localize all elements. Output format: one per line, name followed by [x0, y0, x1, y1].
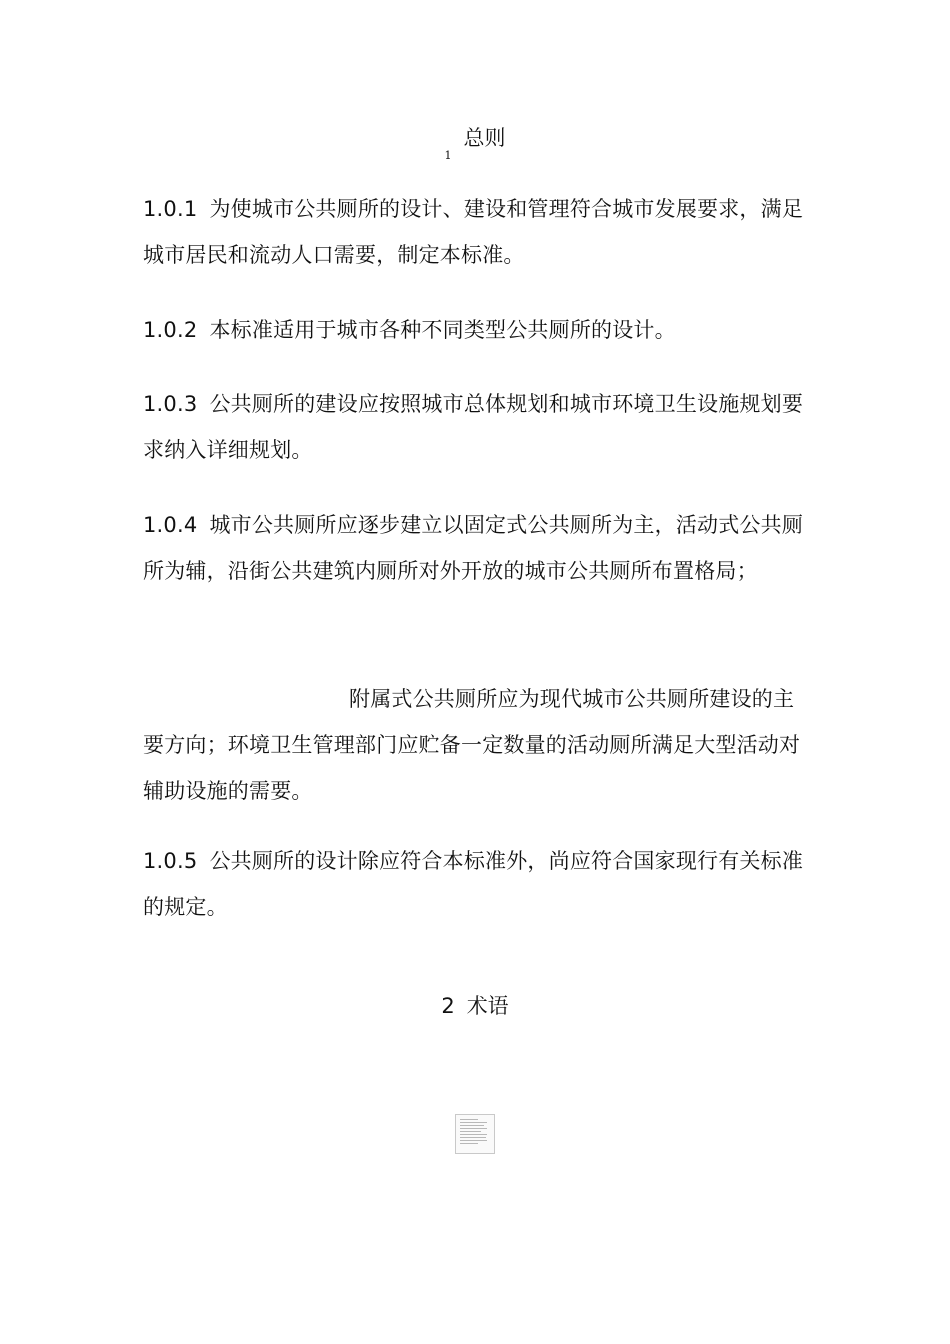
clause-text: 城市公共厕所应逐步建立以固定式公共厕所为主，活动式公共厕所为辅，沿街公共建筑内厕所对外开放的城市公共厕所布置格局；	[143, 513, 804, 583]
clause-1-0-2	[143, 307, 813, 353]
clause-text: 公共厕所的设计除应符合本标准外，尚应符合国家现行有关标准的规定。	[143, 849, 804, 919]
clause-number: 1.0.4	[143, 513, 198, 537]
clause-text: 附属式公共厕所应为现代城市公共厕所建设的主要方向；环境卫生管理部门应贮备一定数量的活动厕所满足大型活动对辅助设施的需要。	[143, 687, 801, 803]
clause-text: 公共厕所的建设应按照城市总体规划和城市环境卫生设施规划要求纳入详细规划。	[143, 392, 804, 462]
chapter-1-heading	[0, 123, 950, 171]
clause-1-0-4	[143, 502, 813, 594]
clause-number: 1.0.2	[143, 318, 198, 342]
chapter-1-number: 1	[444, 149, 452, 162]
document-thumbnail-icon	[455, 1114, 495, 1154]
clause-1-0-1	[143, 186, 813, 278]
clause-1-0-4-continued	[143, 676, 813, 814]
clause-text: 为使城市公共厕所的设计、建设和管理符合城市发展要求，满足城市居民和流动人口需要，制定本标准。	[143, 197, 804, 267]
clause-number: 1.0.5	[143, 849, 198, 873]
chapter-2-number: 2	[441, 994, 455, 1018]
chapter-2-title: 术语	[466, 994, 509, 1018]
chapter-1-title: 总则	[463, 126, 506, 150]
clause-number: 1.0.3	[143, 392, 198, 416]
chapter-2-heading	[0, 991, 950, 1021]
clause-number: 1.0.1	[143, 197, 198, 221]
clause-1-0-5	[143, 838, 813, 930]
clause-1-0-3	[143, 381, 813, 473]
clause-text: 本标准适用于城市各种不同类型公共厕所的设计。	[209, 318, 676, 342]
